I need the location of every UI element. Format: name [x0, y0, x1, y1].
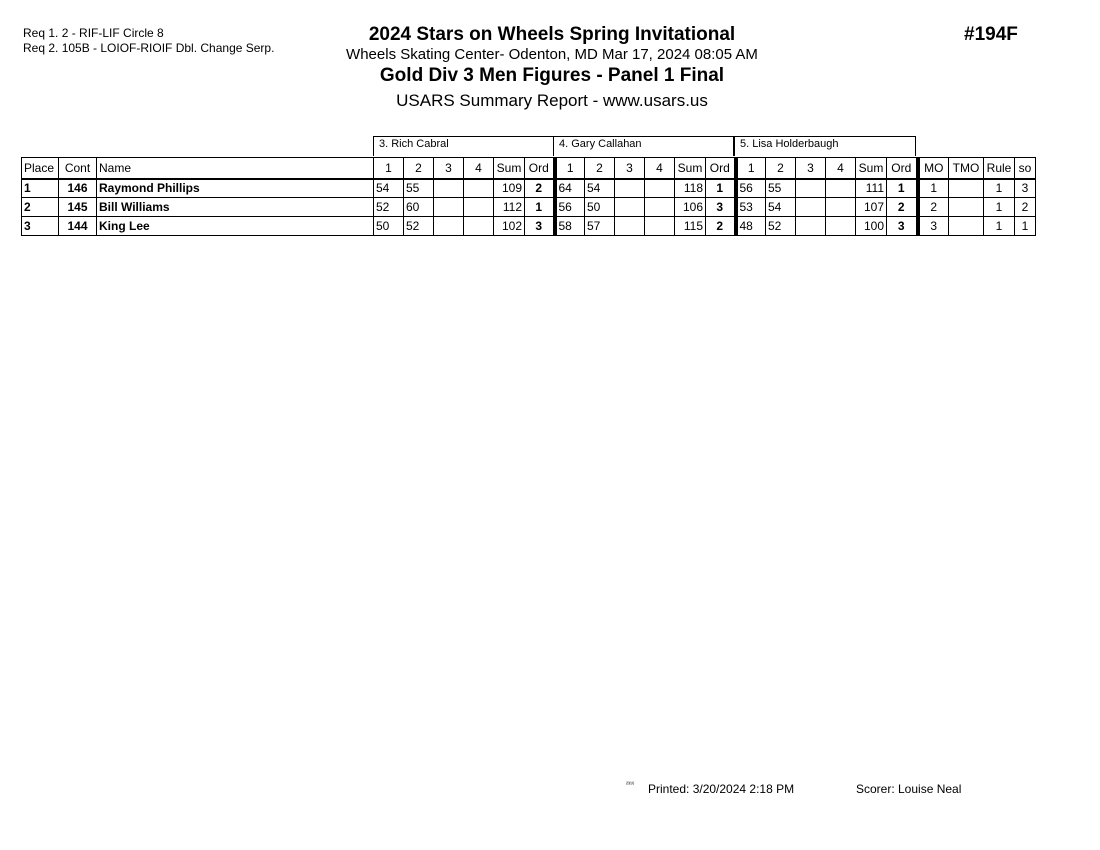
so-header: so [1015, 158, 1036, 179]
tmo-cell [949, 198, 984, 217]
header-row [22, 158, 1036, 179]
ord-cell: 1 [525, 198, 555, 217]
scorer-name: Scorer: Louise Neal [856, 782, 962, 796]
score-cell [645, 198, 675, 217]
score-cell: 52 [766, 217, 796, 236]
mo-header: MO [918, 158, 949, 179]
tmo-cell [949, 217, 984, 236]
sum-cell: 115 [675, 217, 706, 236]
sum-cell: 106 [675, 198, 706, 217]
score-cell [796, 179, 826, 198]
score-cell: 54 [766, 198, 796, 217]
mo-cell: 2 [918, 198, 949, 217]
score-cell: 60 [404, 198, 434, 217]
rule-header: Rule [984, 158, 1015, 179]
rule-cell: 1 [984, 217, 1015, 236]
mo-cell: 3 [918, 217, 949, 236]
score-cell: 56 [736, 179, 766, 198]
judge4-col-3: 3 [615, 158, 645, 179]
judge3-col-2: 2 [404, 158, 434, 179]
score-cell [796, 217, 826, 236]
cont-cell: 144 [59, 217, 97, 236]
score-cell [464, 179, 494, 198]
score-cell [434, 217, 464, 236]
cont-header: Cont [59, 158, 97, 179]
table-row [22, 179, 1036, 198]
sum-cell: 118 [675, 179, 706, 198]
division-title: Gold Div 3 Men Figures - Panel 1 Final [379, 65, 725, 86]
judge4-col-4: 4 [645, 158, 675, 179]
place-header: Place [22, 158, 59, 179]
name-cell: Raymond Phillips [97, 179, 374, 198]
ord-cell: 2 [525, 179, 555, 198]
venue-date-line: Wheels Skating Center- Odenton, MD Mar 17, 2024 08:05 AM [346, 46, 758, 63]
score-cell [796, 198, 826, 217]
score-cell: 56 [555, 198, 585, 217]
score-cell: 58 [555, 217, 585, 236]
judge5-col-sum: Sum [856, 158, 887, 179]
judge5-col-4: 4 [826, 158, 856, 179]
score-cell [645, 217, 675, 236]
score-cell [464, 198, 494, 217]
judge4-col-sum: Sum [675, 158, 706, 179]
ord-cell: 3 [706, 198, 736, 217]
score-cell [434, 179, 464, 198]
mo-cell: 1 [918, 179, 949, 198]
table-row [22, 198, 1036, 217]
footer-code: ²³¹⁶ [626, 782, 635, 788]
score-cell [615, 179, 645, 198]
judge5-col-2: 2 [766, 158, 796, 179]
judge-header-4: 4. Gary Callahan [553, 136, 734, 156]
judge3-col-ord: Ord [525, 158, 555, 179]
event-number: #194F [964, 24, 1018, 45]
rule-cell: 1 [984, 179, 1015, 198]
score-cell: 48 [736, 217, 766, 236]
so-cell: 1 [1015, 217, 1036, 236]
requirement-2: Req 2. 105B - LOIOF-RIOIF Dbl. Change Serp. [23, 41, 275, 55]
sum-cell: 102 [494, 217, 525, 236]
sum-cell: 100 [856, 217, 887, 236]
sum-cell: 109 [494, 179, 525, 198]
score-cell: 53 [736, 198, 766, 217]
judge4-col-1: 1 [555, 158, 585, 179]
score-cell [826, 217, 856, 236]
judge-header-5: 5. Lisa Holderbaugh [734, 136, 916, 156]
judge4-col-2: 2 [585, 158, 615, 179]
rule-cell: 1 [984, 198, 1015, 217]
judge3-col-4: 4 [464, 158, 494, 179]
score-cell [645, 179, 675, 198]
cont-cell: 146 [59, 179, 97, 198]
name-cell: Bill Williams [97, 198, 374, 217]
judge3-col-3: 3 [434, 158, 464, 179]
score-cell: 54 [585, 179, 615, 198]
score-cell [434, 198, 464, 217]
so-cell: 2 [1015, 198, 1036, 217]
score-cell: 54 [374, 179, 404, 198]
judge5-col-1: 1 [736, 158, 766, 179]
sum-cell: 111 [856, 179, 887, 198]
score-cell [615, 198, 645, 217]
judge3-col-1: 1 [374, 158, 404, 179]
ord-cell: 1 [887, 179, 918, 198]
judge-header-3: 3. Rich Cabral [373, 136, 554, 156]
place-cell: 2 [22, 198, 59, 217]
ord-cell: 2 [706, 217, 736, 236]
score-cell [826, 198, 856, 217]
cont-cell: 145 [59, 198, 97, 217]
so-cell: 3 [1015, 179, 1036, 198]
ord-cell: 1 [706, 179, 736, 198]
event-title: 2024 Stars on Wheels Spring Invitational [368, 24, 736, 45]
ord-cell: 3 [887, 217, 918, 236]
score-cell: 55 [404, 179, 434, 198]
score-cell [464, 217, 494, 236]
report-line: USARS Summary Report - www.usars.us [396, 91, 708, 110]
tmo-cell [949, 179, 984, 198]
name-header: Name [97, 158, 374, 179]
sum-cell: 112 [494, 198, 525, 217]
score-cell: 50 [374, 217, 404, 236]
ord-cell: 3 [525, 217, 555, 236]
score-cell [615, 217, 645, 236]
printed-timestamp: Printed: 3/20/2024 2:18 PM [648, 782, 795, 796]
requirement-1: Req 1. 2 - RIF-LIF Circle 8 [23, 26, 164, 40]
judge3-col-sum: Sum [494, 158, 525, 179]
results-table [21, 157, 1036, 236]
place-cell: 3 [22, 217, 59, 236]
score-cell [826, 179, 856, 198]
place-cell: 1 [22, 179, 59, 198]
score-cell: 57 [585, 217, 615, 236]
name-cell: King Lee [97, 217, 374, 236]
sum-cell: 107 [856, 198, 887, 217]
score-cell: 64 [555, 179, 585, 198]
judge5-col-ord: Ord [887, 158, 918, 179]
score-cell: 52 [404, 217, 434, 236]
ord-cell: 2 [887, 198, 918, 217]
score-cell: 55 [766, 179, 796, 198]
table-row [22, 217, 1036, 236]
score-cell: 52 [374, 198, 404, 217]
tmo-header: TMO [949, 158, 984, 179]
judge5-col-3: 3 [796, 158, 826, 179]
judge4-col-ord: Ord [706, 158, 736, 179]
score-cell: 50 [585, 198, 615, 217]
